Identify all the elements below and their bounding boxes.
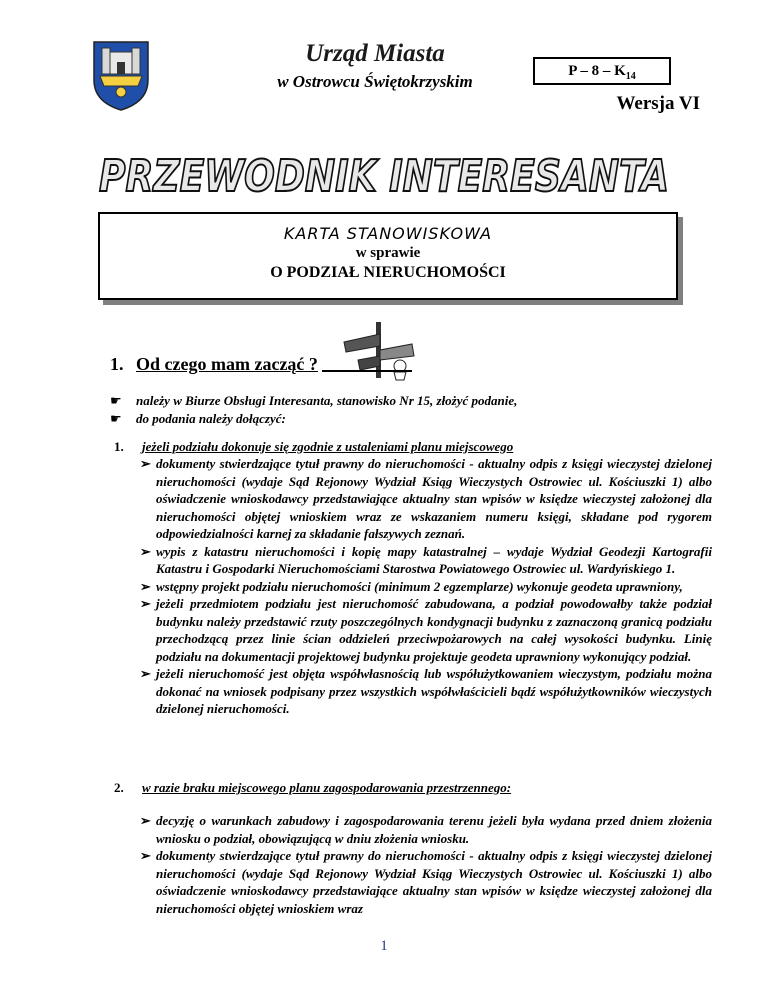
page-number: 1 xyxy=(380,938,388,954)
pointing-hand-icon: ☛ xyxy=(110,411,122,426)
list-item xyxy=(140,455,712,543)
list-item xyxy=(140,665,712,718)
point-text: jeżeli przedmiotem podziału jest nieruchomość zabudowana, a podział powodowałby także podział budynku należy przedstawić rzuty poszczególnych kondygnacji budynku z zaznaczoną granicą podziału przechodzącą przez linie ścian oddzieleń przeciwpożarowych na całej wysokości budynku. Linię podziału na dokumentacji projektowej budynku projektuje geodeta uprawniony wykonujący podział. xyxy=(156,596,712,664)
item-number: 2. xyxy=(114,780,124,795)
list-item xyxy=(140,543,712,578)
document-code-main: P – 8 – K xyxy=(568,63,626,79)
point-text: wstępny projekt podziału nieruchomości (minimum 2 egzemplarze) wykonuje geodeta uprawniony, xyxy=(156,578,683,594)
item-title: jeżeli podziału dokonuje się zgodnie z ustaleniami planu miejscowego xyxy=(142,439,514,454)
card-subtitle: w sprawie xyxy=(355,245,421,261)
point-text: dokumenty stwierdzające tytuł prawny do nieruchomości - aktualny odpis z księgi wieczystej dzielonej nieruchomości (wydaje Sąd Rejonowy Wydział Ksiąg Wieczystych Ostrowiec ul. Kościuszki 1) albo oświadczenie wnioskodawcy przedstawiające aktualny stan wpisów w księdze wieczystej założonej dla nieruchomości objętej wnioskiem wraz ze wskazaniem numeru księgi, składane pod rygorem odpowiedzialności karnej za składanie fałszywych zeznań. xyxy=(156,456,712,541)
list-item xyxy=(110,411,700,427)
section-heading xyxy=(110,354,440,375)
point-text: decyzję o warunkach zabudowy i zagospodarowania terenu jeżeli była wydana przed dniem złożenia wniosku o podział, obowiązującą w dniu złożenia wniosku. xyxy=(156,813,712,846)
coat-of-arms-logo xyxy=(92,40,150,112)
document-code-sub: 14 xyxy=(625,71,636,82)
point-text: jeżeli nieruchomość jest objęta współwłasnością lub współużytkowaniem wieczystym, podziału można dokonać na wniosek podpisany przez wszystkich współwłaścicieli bądź współużytkowników wieczystych dzielonej nieruchomości. xyxy=(156,666,712,716)
pointing-hand-icon: ☛ xyxy=(110,393,122,408)
item1-points xyxy=(140,455,712,718)
heading-rule xyxy=(322,370,412,372)
item-title: w razie braku miejscowego planu zagospodarowania przestrzennego: xyxy=(142,780,512,795)
card-subject: O PODZIAŁ NIERUCHOMOŚCI xyxy=(270,264,506,281)
arrow-bullet-icon: ➢ xyxy=(140,543,151,559)
card-title: KARTA STANOWISKOWA xyxy=(283,224,493,243)
document-code xyxy=(533,57,671,85)
item2-points xyxy=(140,812,712,917)
arrow-bullet-icon: ➢ xyxy=(140,666,151,681)
section-number: 1. xyxy=(110,354,124,374)
banner-text: PRZEWODNIK INTERESANTA xyxy=(99,151,669,202)
arrow-bullet-icon: ➢ xyxy=(140,848,151,863)
item-heading xyxy=(114,780,714,796)
arrow-bullet-icon: ➢ xyxy=(140,456,151,471)
position-card xyxy=(98,212,678,300)
list-item xyxy=(140,812,712,847)
bullet-text: należy w Biurze Obsługi Interesanta, stanowisko Nr 15, złożyć podanie, xyxy=(136,393,518,408)
arrow-bullet-icon: ➢ xyxy=(140,596,151,611)
arrow-bullet-icon: ➢ xyxy=(140,578,151,594)
list-item xyxy=(140,578,712,596)
office-city: w Ostrowcu Świętokrzyskim xyxy=(277,72,473,91)
arrow-bullet-icon: ➢ xyxy=(140,813,151,828)
item-heading xyxy=(114,439,714,455)
version-label: Wersja VI xyxy=(616,93,700,114)
office-title: Urząd Miasta xyxy=(305,40,445,67)
section-title: Od czego mam zacząć ? xyxy=(136,354,318,374)
bullet-text: do podania należy dołączyć: xyxy=(136,411,286,426)
list-item xyxy=(140,595,712,665)
list-item xyxy=(110,393,700,409)
point-text: dokumenty stwierdzające tytuł prawny do nieruchomości - aktualny odpis z księgi wieczystej dzielonej nieruchomości (wydaje Sąd Rejonowy Wydział Ksiąg Wieczystych Ostrowiec ul. Kościuszki 1) albo oświadczenie wnioskodawcy przedstawiające aktualny stan wpisów w księdze wieczystej założonej dla nieruchomości objętej wnioskiem wraz xyxy=(156,848,712,916)
guide-banner xyxy=(94,145,674,205)
point-text: wypis z katastru nieruchomości i kopię mapy katastralnej – wydaje Wydział Geodezji Kartografii Katastru i Gospodarki Nieruchomościami Starostwa Powiatowego Ostrowiec ul. Wardyńskiego 1. xyxy=(156,543,712,576)
list-item xyxy=(140,847,712,917)
item-number: 1. xyxy=(114,439,124,454)
